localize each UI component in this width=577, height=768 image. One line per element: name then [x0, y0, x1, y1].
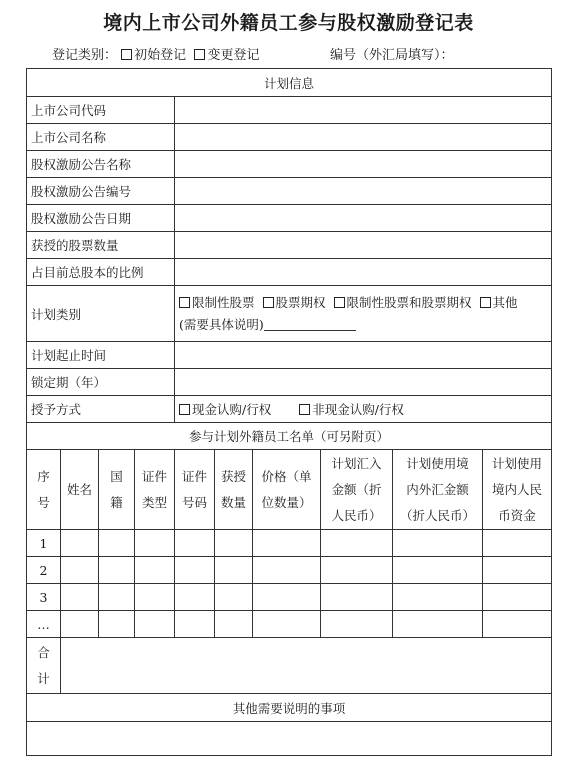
column-header-text: 金额（折: [331, 481, 382, 497]
field-label-share-ratio: 占目前总股本的比例: [27, 259, 175, 286]
field-label-plan-type: 计划类别: [27, 286, 175, 342]
other-description-line[interactable]: [264, 318, 356, 331]
table-cell[interactable]: [99, 584, 135, 611]
field-value-company-name[interactable]: [175, 124, 552, 151]
table-cell[interactable]: [393, 611, 483, 638]
column-header: [483, 450, 552, 530]
table-cell[interactable]: [215, 584, 253, 611]
column-header-text: 计划使用: [492, 455, 543, 471]
table-row: [27, 611, 552, 638]
table-cell[interactable]: [135, 557, 175, 584]
table-cell[interactable]: [483, 611, 552, 638]
field-value-announcement-number[interactable]: [175, 178, 552, 205]
checkbox-cash-exercise[interactable]: [179, 404, 190, 415]
table-cell[interactable]: [483, 584, 552, 611]
column-header-text: 境内人民: [492, 481, 543, 497]
column-header-text: 获授: [220, 468, 246, 484]
table-cell[interactable]: [483, 557, 552, 584]
field-value-granted-shares[interactable]: [175, 232, 552, 259]
table-cell[interactable]: [61, 557, 99, 584]
field-value-announcement-date[interactable]: [175, 205, 552, 232]
total-label: [27, 638, 61, 694]
table-cell[interactable]: [393, 530, 483, 557]
option-initial-label: 初始登记: [134, 48, 187, 63]
column-header: [27, 450, 61, 530]
table-cell[interactable]: [393, 557, 483, 584]
column-header-text: 国: [110, 468, 123, 484]
field-label-plan-period: 计划起止时间: [27, 342, 175, 369]
table-cell[interactable]: [135, 530, 175, 557]
option-cash-exercise: 现金认购/行权: [192, 402, 272, 417]
table-cell[interactable]: [215, 611, 253, 638]
column-header-text: 籍: [110, 494, 123, 510]
table-cell[interactable]: [253, 557, 321, 584]
row-number: 3: [27, 584, 61, 611]
table-cell[interactable]: [215, 530, 253, 557]
table-cell[interactable]: [321, 530, 393, 557]
total-label-text: 合: [37, 644, 50, 660]
column-header: [61, 450, 99, 530]
plan-type-options: [175, 286, 552, 342]
field-value-announcement-name[interactable]: [175, 151, 552, 178]
column-header-text: 价格（单: [261, 468, 312, 484]
registration-table: [26, 68, 552, 756]
table-cell[interactable]: [135, 611, 175, 638]
grant-method-options: [175, 396, 552, 423]
field-label-announcement-number: 股权激励公告编号: [27, 178, 175, 205]
option-stock-option: 股票期权: [275, 294, 326, 310]
table-cell[interactable]: [321, 611, 393, 638]
table-row: [27, 530, 552, 557]
column-header: [321, 450, 393, 530]
participants-column-headers: [27, 450, 552, 530]
column-header: [135, 450, 175, 530]
table-cell[interactable]: [393, 584, 483, 611]
table-cell[interactable]: [99, 557, 135, 584]
checkbox-restricted-and-option[interactable]: [334, 297, 345, 308]
checkbox-noncash-exercise[interactable]: [299, 404, 310, 415]
column-header-text: 证件: [181, 468, 207, 484]
other-matters-header: 其他需要说明的事项: [27, 694, 552, 722]
table-cell[interactable]: [175, 584, 215, 611]
field-label-company-name: 上市公司名称: [27, 124, 175, 151]
column-header-text: 数量: [220, 494, 246, 510]
table-cell[interactable]: [321, 557, 393, 584]
table-cell[interactable]: [321, 584, 393, 611]
table-cell[interactable]: [99, 611, 135, 638]
field-label-announcement-name: 股权激励公告名称: [27, 151, 175, 178]
column-header-text: 内外汇金额: [406, 481, 469, 497]
column-header-text: 证件: [141, 468, 167, 484]
total-row: [27, 638, 552, 694]
table-cell[interactable]: [253, 530, 321, 557]
column-header: [253, 450, 321, 530]
field-label-company-code: 上市公司代码: [27, 97, 175, 124]
table-row: [27, 557, 552, 584]
column-header-text: 序: [37, 468, 50, 484]
participants-header: 参与计划外籍员工名单（可另附页）: [27, 423, 552, 450]
column-header-text: 位数量）: [261, 494, 312, 510]
plan-type-note: (需要具体说明): [179, 316, 264, 332]
column-header: [99, 450, 135, 530]
option-other: 其他: [492, 294, 518, 310]
table-cell[interactable]: [61, 611, 99, 638]
table-cell[interactable]: [135, 584, 175, 611]
column-header-text: 类型: [141, 494, 167, 510]
field-value-lock-period[interactable]: [175, 369, 552, 396]
table-cell[interactable]: [175, 530, 215, 557]
column-header-text: （折人民币）: [399, 507, 475, 523]
row-number: 2: [27, 557, 61, 584]
form-title: 境内上市公司外籍员工参与股权激励登记表: [103, 12, 474, 34]
column-header-text: 计划使用境: [406, 455, 469, 471]
option-restricted-and-option: 限制性股票和股票期权: [346, 294, 472, 310]
field-label-granted-shares: 获授的股票数量: [27, 232, 175, 259]
field-value-plan-period[interactable]: [175, 342, 552, 369]
field-label-lock-period: 锁定期（年）: [27, 369, 175, 396]
row-number: …: [27, 611, 61, 638]
plan-info-header: 计划信息: [27, 69, 552, 97]
total-label-text: 计: [37, 670, 50, 686]
option-noncash-exercise: 非现金认购/行权: [312, 402, 404, 417]
table-cell[interactable]: [61, 584, 99, 611]
checkbox-restricted-stock[interactable]: [179, 297, 190, 308]
column-header-text: 计划汇入: [331, 455, 382, 471]
table-cell[interactable]: [175, 557, 215, 584]
checkbox-other[interactable]: [480, 297, 491, 308]
other-matters-content[interactable]: [27, 722, 552, 756]
column-header-text: 币资金: [498, 507, 536, 523]
field-value-company-code[interactable]: [175, 97, 552, 124]
column-header: [175, 450, 215, 530]
checkbox-stock-option[interactable]: [263, 297, 274, 308]
table-cell[interactable]: [253, 584, 321, 611]
column-header: [393, 450, 483, 530]
field-value-share-ratio[interactable]: [175, 259, 552, 286]
column-header-text: 号码: [181, 494, 207, 510]
column-header-text: 号: [37, 494, 50, 510]
column-header-text: 姓名: [66, 481, 92, 497]
table-cell[interactable]: [215, 557, 253, 584]
table-cell[interactable]: [61, 530, 99, 557]
field-label-announcement-date: 股权激励公告日期: [27, 205, 175, 232]
table-row: [27, 584, 552, 611]
table-cell[interactable]: [253, 611, 321, 638]
option-change-label: 变更登记: [207, 48, 260, 63]
registration-category: [52, 44, 259, 63]
checkbox-change-registration[interactable]: [194, 49, 205, 60]
total-value[interactable]: [61, 638, 552, 694]
checkbox-initial-registration[interactable]: [121, 49, 132, 60]
field-label-grant-method: 授予方式: [27, 396, 175, 423]
category-label: 登记类别：: [52, 48, 118, 63]
row-number: 1: [27, 530, 61, 557]
column-header: [215, 450, 253, 530]
table-cell[interactable]: [99, 530, 135, 557]
table-cell[interactable]: [175, 611, 215, 638]
table-cell[interactable]: [483, 530, 552, 557]
column-header-text: 人民币）: [331, 507, 382, 523]
form-number-label: 编号（外汇局填写）：: [330, 48, 454, 63]
option-restricted-stock: 限制性股票: [192, 294, 255, 310]
